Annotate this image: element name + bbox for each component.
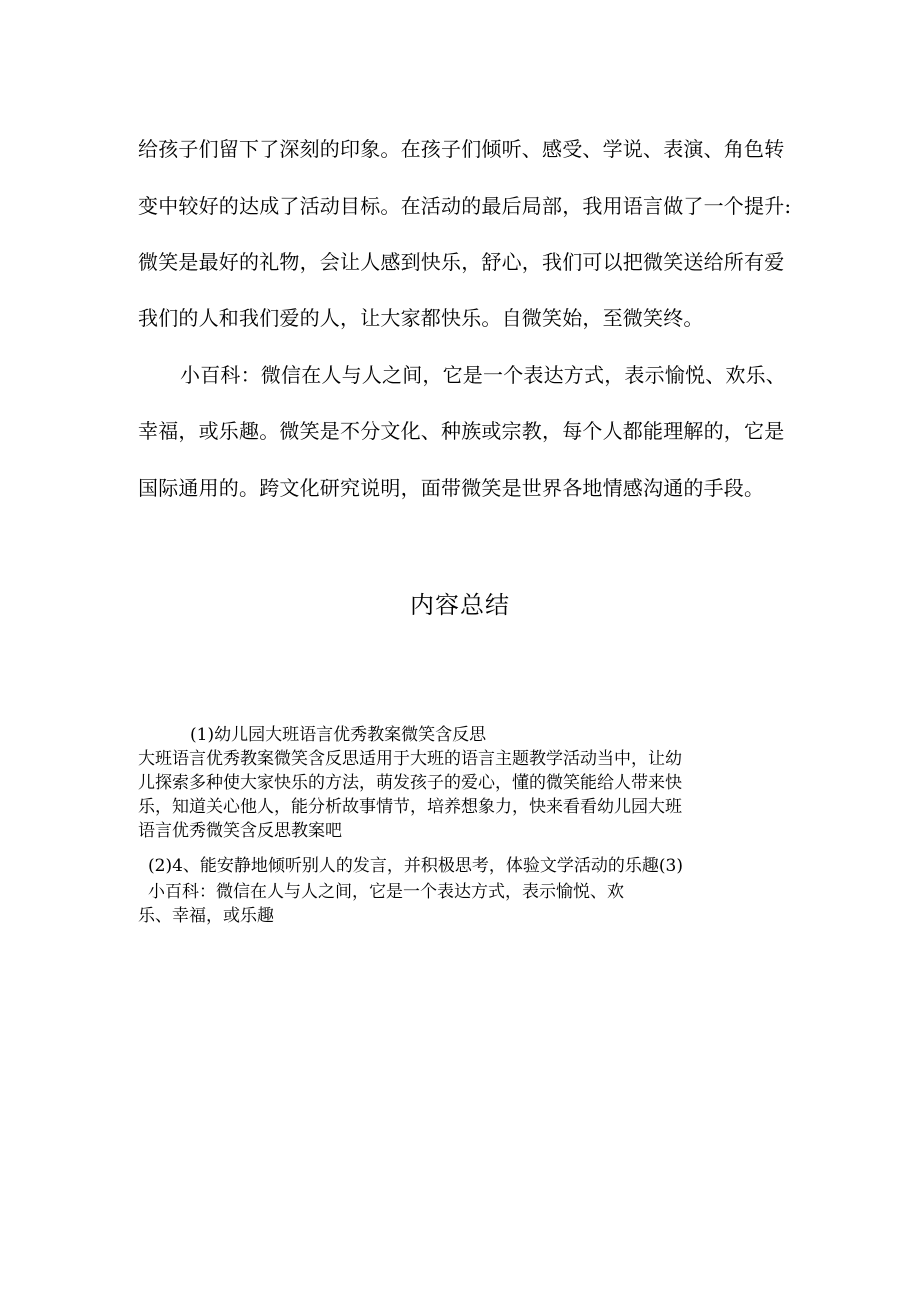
summary-line-5: 语言优秀微笑含反思教案吧 — [138, 821, 342, 841]
summary-line-6: (2)4、能安静地倾听别人的发言，并积极思考，体验文学活动的乐趣(3) — [148, 856, 683, 876]
summary-line-3: 儿探索多种使大家快乐的方法，萌发孩子的爱心，懂的微笑能给人带来快 — [138, 773, 682, 793]
body-line-4: 我们的人和我们爱的人，让大家都快乐。自微笑始，至微笑终。 — [138, 306, 704, 330]
summary-line-2: 大班语言优秀教案微笑含反思适用于大班的语言主题教学活动当中，让幼 — [138, 749, 682, 769]
body-line-5: 小百科：微信在人与人之间，它是一个表达方式，表示愉悦、欢乐、 — [180, 363, 786, 387]
body-line-6: 幸福，或乐趣。微笑是不分文化、种族或宗教，每个人都能理解的，它是 — [138, 419, 785, 443]
summary-line-4: 乐，知道关心他人，能分析故事情节，培养想象力，快来看看幼儿园大班 — [138, 797, 682, 817]
body-line-1: 给孩子们留下了深刻的印象。在孩子们倾听、感受、学说、表演、角色转 — [138, 137, 785, 161]
summary-line-7: 小百科：微信在人与人之间，它是一个表达方式，表示愉悦、欢 — [148, 882, 624, 902]
summary-line-8: 乐、幸福，或乐趣 — [138, 906, 274, 926]
body-line-3: 微笑是最好的礼物，会让人感到快乐，舒心，我们可以把微笑送给所有爱 — [138, 250, 785, 274]
body-line-2: 变中较好的达成了活动目标。在活动的最后局部，我用语言做了一个提升: — [138, 194, 792, 218]
body-line-7: 国际通用的。跨文化研究说明，面带微笑是世界各地情感沟通的手段。 — [138, 476, 765, 500]
summary-line-1: (1)幼儿园大班语言优秀教案微笑含反思 — [190, 725, 487, 745]
summary-heading: 内容总结 — [410, 591, 510, 619]
